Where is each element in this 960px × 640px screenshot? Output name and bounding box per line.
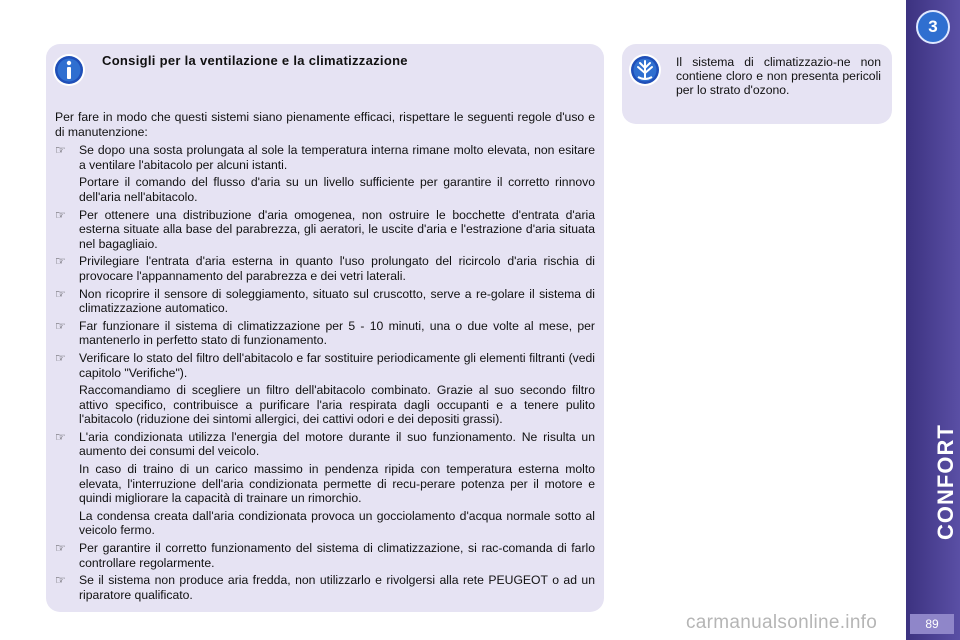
pointing-hand-icon: ☞ [55, 541, 66, 556]
tip-subparagraph: Portare il comando del flusso d'aria su un livello sufficiente per garantire il corretto rinnovo dell'aria nell'abitacolo. [79, 175, 595, 204]
eco-note-text: Il sistema di climatizzazio-ne non contiene cloro e non presenta pericoli per lo strato d'ozono. [676, 55, 881, 97]
pointing-hand-icon: ☞ [55, 573, 66, 588]
pointing-hand-icon: ☞ [55, 429, 66, 444]
tip-text: Verificare lo stato del filtro dell'abitacolo e far sostituire periodicamente gli elementi filtranti (vedi capitolo "Verifiche"). [79, 350, 595, 380]
pointing-hand-icon: ☞ [55, 350, 66, 365]
pointing-hand-icon: ☞ [55, 254, 66, 269]
tip-text: L'aria condizionata utilizza l'energia del motore durante il suo funzionamento. Ne risulta un aumento dei consumi del veicolo. [79, 429, 595, 459]
pointing-hand-icon: ☞ [55, 318, 66, 333]
tip-subparagraph: La condensa creata dall'aria condizionata provoca un gocciolamento d'acqua normale sotto al veicolo fermo. [79, 508, 595, 538]
tip-subparagraph: In caso di traino di un carico massimo in pendenza ripida con temperatura esterna molto elevata, l'interruzione dell'aria condizionata permette di recu-perare potenza per il motore e quindi migliorare la capacità di trainare un rimorchio. [79, 462, 595, 506]
tip-item [55, 319, 595, 348]
tip-text: Se il sistema non produce aria fredda, non utilizzarlo e rivolgersi alla rete PEUGEOT o ad un riparatore qualificato. [79, 573, 595, 602]
pointing-hand-icon: ☞ [55, 143, 66, 158]
info-icon [52, 53, 86, 87]
tip-text: Privilegiare l'entrata d'aria esterna in quanto l'uso prolungato del ricircolo d'aria rischia di provocare l'appannamento del parabrezza e dei vetri laterali. [79, 254, 595, 283]
tip-item [55, 287, 595, 316]
tip-item [55, 254, 595, 283]
tip-item [55, 351, 595, 380]
intro-text: Per fare in modo che questi sistemi siano pienamente efficaci, rispettare le seguenti regole d'uso e di manutenzione: [55, 110, 595, 139]
tip-item [55, 143, 595, 172]
tip-text: Per garantire il corretto funzionamento del sistema di climatizzazione, si rac-comanda di farlo controllare regolarmente. [79, 541, 595, 570]
tip-text: Non ricoprire il sensore di soleggiamento, situato sul cruscotto, serve a re-golare il sistema di climatizzazione automatico. [79, 286, 595, 316]
watermark: carmanualsonline.info [686, 612, 878, 633]
pointing-hand-icon: ☞ [55, 286, 66, 301]
tip-item [55, 573, 595, 602]
chapter-number-badge[interactable]: 3 [916, 10, 950, 44]
tip-text: Per ottenere una distribuzione d'aria omogenea, non ostruire le bocchette d'entrata d'aria esterna situate alla base del parabrezza, gli aeratori, le uscite d'aria e l'estrazione d'aria situata nel bagagliaio. [79, 207, 595, 251]
tip-item [55, 541, 595, 570]
tip-subparagraph: Raccomandiamo di scegliere un filtro dell'abitacolo combinato. Grazie al suo secondo filtro attivo specifico, contribuisce a purificare l'aria respirata dagli occupanti e a tenere pulito l'abitacolo (riduzione dei sintomi allergici, dei cattivi odori e dei depositi grassi). [79, 383, 595, 427]
section-title: Consigli per la ventilazione e la climatizzazione [102, 53, 408, 68]
tip-text: Far funzionare il sistema di climatizzazione per 5 - 10 minuti, una o due volte al mese, per mantenerlo in perfetto stato di funzionamento. [79, 318, 595, 348]
eco-icon [628, 53, 662, 87]
tips-content [55, 110, 595, 605]
chapter-sidebar [906, 0, 960, 640]
section-label: CONFORT [933, 424, 958, 540]
tip-item [55, 208, 595, 252]
pointing-hand-icon: ☞ [55, 207, 66, 222]
tips-list [55, 143, 595, 602]
page-number: 89 [910, 614, 954, 634]
tip-item [55, 430, 595, 459]
tip-text: Se dopo una sosta prolungata al sole la temperatura interna rimane molto elevata, non esitare a ventilare l'abitacolo per alcuni istanti. [79, 143, 595, 172]
